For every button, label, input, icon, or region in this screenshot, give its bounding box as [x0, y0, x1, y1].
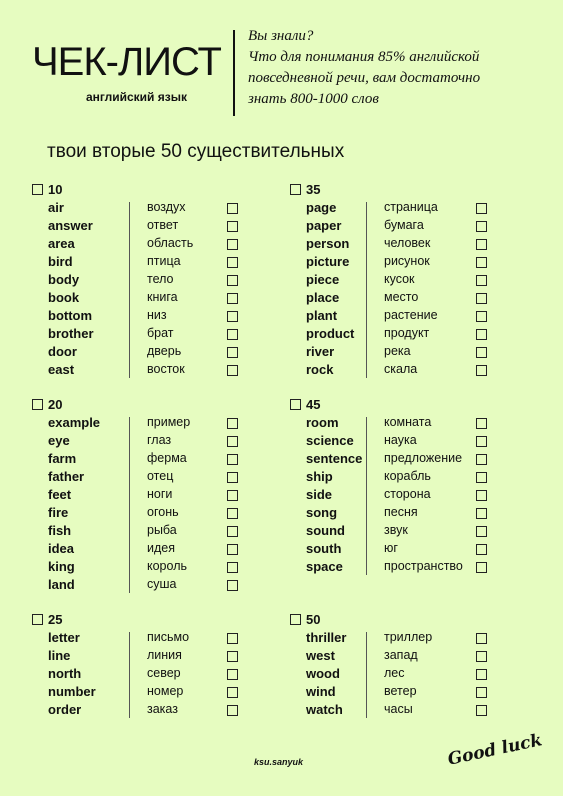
english-word: order [48, 702, 82, 717]
english-word: letter [48, 630, 80, 645]
english-word: watch [306, 702, 343, 717]
word-row [32, 218, 252, 236]
word-row [32, 272, 252, 290]
word-row [32, 200, 252, 218]
english-word: farm [48, 451, 77, 466]
word-row [32, 451, 252, 469]
russian-translation: брат [147, 326, 174, 340]
english-word: air [48, 200, 64, 215]
russian-translation: наука [384, 433, 417, 447]
english-word: east [48, 362, 75, 377]
word-checkbox[interactable] [476, 508, 487, 519]
word-row [290, 326, 510, 344]
word-row [290, 344, 510, 362]
word-row [290, 308, 510, 326]
russian-translation: человек [384, 236, 431, 250]
english-word: example [48, 415, 101, 430]
word-checkbox[interactable] [476, 687, 487, 698]
group-header [32, 397, 252, 415]
word-row [32, 362, 252, 380]
word-row [290, 684, 510, 702]
word-checkbox[interactable] [227, 329, 238, 340]
russian-translation: отец [147, 469, 174, 483]
word-row [32, 559, 252, 577]
english-word: sentence [306, 451, 363, 466]
russian-translation: номер [147, 684, 184, 698]
english-word: line [48, 648, 71, 663]
word-checkbox[interactable] [227, 705, 238, 716]
word-row [32, 415, 252, 433]
word-checkbox[interactable] [227, 293, 238, 304]
word-row [32, 236, 252, 254]
word-checkbox[interactable] [476, 526, 487, 537]
russian-translation: ферма [147, 451, 187, 465]
word-checkbox[interactable] [227, 365, 238, 376]
word-row [290, 487, 510, 505]
group-checkbox[interactable] [290, 184, 301, 195]
word-row [290, 702, 510, 720]
russian-translation: птица [147, 254, 181, 268]
word-checkbox[interactable] [227, 687, 238, 698]
group-checkbox[interactable] [32, 399, 43, 410]
word-row [32, 648, 252, 666]
russian-translation: восток [147, 362, 185, 376]
word-checkbox[interactable] [476, 239, 487, 250]
russian-translation: предложение [384, 451, 463, 465]
word-row [32, 666, 252, 684]
column-separator [366, 632, 367, 718]
english-word: song [306, 505, 338, 520]
russian-translation: король [147, 559, 187, 573]
word-row [290, 648, 510, 666]
word-checkbox[interactable] [227, 651, 238, 662]
word-row [32, 684, 252, 702]
english-word: brother [48, 326, 94, 341]
word-checkbox[interactable] [227, 311, 238, 322]
russian-translation: книга [147, 290, 178, 304]
english-word: number [48, 684, 96, 699]
word-row [290, 505, 510, 523]
english-word: sound [306, 523, 345, 538]
group-checkbox[interactable] [290, 399, 301, 410]
word-row [32, 344, 252, 362]
english-word: feet [48, 487, 72, 502]
word-row [290, 362, 510, 380]
russian-translation: кусок [384, 272, 415, 286]
russian-translation: пространство [384, 559, 463, 573]
section-heading: твои вторые 50 существительных [47, 141, 345, 162]
english-word: book [48, 290, 80, 305]
word-checkbox[interactable] [227, 239, 238, 250]
group-number: 45 [306, 397, 321, 412]
russian-translation: страница [384, 200, 438, 214]
russian-translation: линия [147, 648, 182, 662]
word-checkbox[interactable] [227, 490, 238, 501]
word-row [32, 433, 252, 451]
english-word: room [306, 415, 339, 430]
fact-box [248, 26, 548, 110]
word-row [32, 702, 252, 720]
column-separator [129, 632, 130, 718]
group-header [32, 612, 252, 630]
word-checkbox[interactable] [227, 562, 238, 573]
word-checkbox[interactable] [227, 544, 238, 555]
english-word: wood [306, 666, 340, 681]
english-word: piece [306, 272, 340, 287]
russian-translation: идея [147, 541, 175, 555]
russian-translation: место [384, 290, 419, 304]
group-number: 50 [306, 612, 321, 627]
word-row [32, 469, 252, 487]
russian-translation: ноги [147, 487, 173, 501]
word-row [32, 577, 252, 595]
word-checkbox[interactable] [476, 562, 487, 573]
russian-translation: продукт [384, 326, 430, 340]
word-checkbox[interactable] [227, 436, 238, 447]
word-row [32, 523, 252, 541]
english-word: paper [306, 218, 342, 233]
word-checkbox[interactable] [227, 275, 238, 286]
word-checkbox[interactable] [476, 257, 487, 268]
russian-translation: комната [384, 415, 432, 429]
word-checkbox[interactable] [476, 669, 487, 680]
russian-translation: глаз [147, 433, 172, 447]
header-divider [233, 30, 235, 116]
word-checkbox[interactable] [227, 669, 238, 680]
russian-translation: письмо [147, 630, 190, 644]
group-number: 10 [48, 182, 63, 197]
word-row [290, 433, 510, 451]
word-checkbox[interactable] [476, 454, 487, 465]
word-checkbox[interactable] [476, 418, 487, 429]
english-word: side [306, 487, 333, 502]
english-word: eye [48, 433, 70, 448]
group-checkbox[interactable] [32, 184, 43, 195]
russian-translation: песня [384, 505, 418, 519]
word-checkbox[interactable] [227, 526, 238, 537]
english-word: idea [48, 541, 75, 556]
word-checkbox[interactable] [476, 705, 487, 716]
english-word: space [306, 559, 343, 574]
english-word: rock [306, 362, 334, 377]
russian-translation: заказ [147, 702, 178, 716]
english-word: plant [306, 308, 338, 323]
word-checkbox[interactable] [227, 347, 238, 358]
fact-line: повседневной речи, вам достаточно [248, 70, 481, 86]
english-word: ship [306, 469, 333, 484]
russian-translation: бумага [384, 218, 424, 232]
word-checkbox[interactable] [227, 418, 238, 429]
english-word: fire [48, 505, 69, 520]
group-number: 25 [48, 612, 63, 627]
russian-translation: лес [384, 666, 405, 680]
russian-translation: корабль [384, 469, 431, 483]
russian-translation: триллер [384, 630, 433, 644]
fact-line: Вы знали? [248, 28, 314, 44]
english-word: wind [306, 684, 336, 699]
russian-translation: сторона [384, 487, 431, 501]
word-checkbox[interactable] [476, 472, 487, 483]
column-separator [129, 417, 130, 593]
word-checkbox[interactable] [476, 221, 487, 232]
word-group [32, 612, 252, 720]
english-word: river [306, 344, 335, 359]
word-checkbox[interactable] [476, 365, 487, 376]
word-row [290, 236, 510, 254]
word-row [32, 505, 252, 523]
english-word: fish [48, 523, 72, 538]
word-row [32, 630, 252, 648]
word-row [290, 666, 510, 684]
word-checkbox[interactable] [476, 490, 487, 501]
word-checkbox[interactable] [476, 651, 487, 662]
group-header [290, 182, 510, 200]
english-word: bottom [48, 308, 93, 323]
english-word: answer [48, 218, 93, 233]
russian-translation: рыба [147, 523, 177, 537]
english-word: bird [48, 254, 73, 269]
english-word: page [306, 200, 337, 215]
word-row [32, 326, 252, 344]
word-group [290, 612, 510, 720]
group-checkbox[interactable] [32, 614, 43, 625]
english-word: picture [306, 254, 350, 269]
word-checkbox[interactable] [227, 508, 238, 519]
word-checkbox[interactable] [476, 293, 487, 304]
word-row [32, 541, 252, 559]
word-group [290, 397, 510, 577]
english-word: body [48, 272, 80, 287]
word-row [290, 290, 510, 308]
english-word: product [306, 326, 355, 341]
russian-translation: юг [384, 541, 398, 555]
group-header [32, 182, 252, 200]
fact-line: знать 800-1000 слов [248, 91, 379, 107]
english-word: north [48, 666, 82, 681]
page-subtitle: английский язык [86, 90, 187, 104]
word-row [32, 254, 252, 272]
group-number: 20 [48, 397, 63, 412]
word-checkbox[interactable] [476, 436, 487, 447]
column-separator [366, 202, 367, 378]
english-word: west [306, 648, 335, 663]
word-row [290, 451, 510, 469]
english-word: father [48, 469, 85, 484]
russian-translation: низ [147, 308, 167, 322]
word-row [290, 415, 510, 433]
russian-translation: часы [384, 702, 413, 716]
english-word: place [306, 290, 340, 305]
column-separator [366, 417, 367, 575]
russian-translation: звук [384, 523, 408, 537]
russian-translation: дверь [147, 344, 182, 358]
group-header [290, 612, 510, 630]
russian-translation: тело [147, 272, 174, 286]
word-checkbox[interactable] [227, 257, 238, 268]
russian-translation: суша [147, 577, 177, 591]
english-word: door [48, 344, 77, 359]
word-checkbox[interactable] [476, 544, 487, 555]
russian-translation: огонь [147, 505, 179, 519]
word-row [290, 523, 510, 541]
word-checkbox[interactable] [227, 580, 238, 591]
word-row [32, 290, 252, 308]
good-luck-signoff: Good luck [445, 730, 544, 770]
russian-translation: воздух [147, 200, 186, 214]
russian-translation: ветер [384, 684, 417, 698]
russian-translation: область [147, 236, 194, 250]
word-row [290, 469, 510, 487]
english-word: king [48, 559, 75, 574]
word-checkbox[interactable] [227, 633, 238, 644]
russian-translation: рисунок [384, 254, 430, 268]
russian-translation: река [384, 344, 411, 358]
word-row [290, 559, 510, 577]
english-word: thriller [306, 630, 347, 645]
author-handle: ksu.sanyuk [254, 757, 304, 767]
russian-translation: север [147, 666, 181, 680]
word-group [32, 397, 252, 595]
word-checkbox[interactable] [227, 221, 238, 232]
word-row [290, 272, 510, 290]
word-checkbox[interactable] [476, 329, 487, 340]
word-checkbox[interactable] [227, 472, 238, 483]
word-row [32, 487, 252, 505]
word-row [290, 218, 510, 236]
russian-translation: растение [384, 308, 438, 322]
word-row [290, 254, 510, 272]
page-title: ЧЕК-ЛИСТ [32, 40, 221, 84]
english-word: person [306, 236, 350, 251]
english-word: south [306, 541, 342, 556]
word-row [290, 630, 510, 648]
english-word: land [48, 577, 75, 592]
word-checkbox[interactable] [476, 633, 487, 644]
russian-translation: ответ [147, 218, 179, 232]
word-checkbox[interactable] [476, 347, 487, 358]
group-checkbox[interactable] [290, 614, 301, 625]
fact-line: Что для понимания 85% английской [248, 49, 480, 65]
english-word: area [48, 236, 75, 251]
word-checkbox[interactable] [476, 311, 487, 322]
russian-translation: запад [384, 648, 418, 662]
column-separator [129, 202, 130, 378]
word-group [290, 182, 510, 380]
group-header [290, 397, 510, 415]
word-checkbox[interactable] [476, 275, 487, 286]
word-row [290, 200, 510, 218]
word-checkbox[interactable] [227, 454, 238, 465]
russian-translation: пример [147, 415, 191, 429]
word-group [32, 182, 252, 380]
english-word: science [306, 433, 354, 448]
word-checkbox[interactable] [227, 203, 238, 214]
russian-translation: скала [384, 362, 418, 376]
word-checkbox[interactable] [476, 203, 487, 214]
word-row [290, 541, 510, 559]
group-number: 35 [306, 182, 321, 197]
word-row [32, 308, 252, 326]
